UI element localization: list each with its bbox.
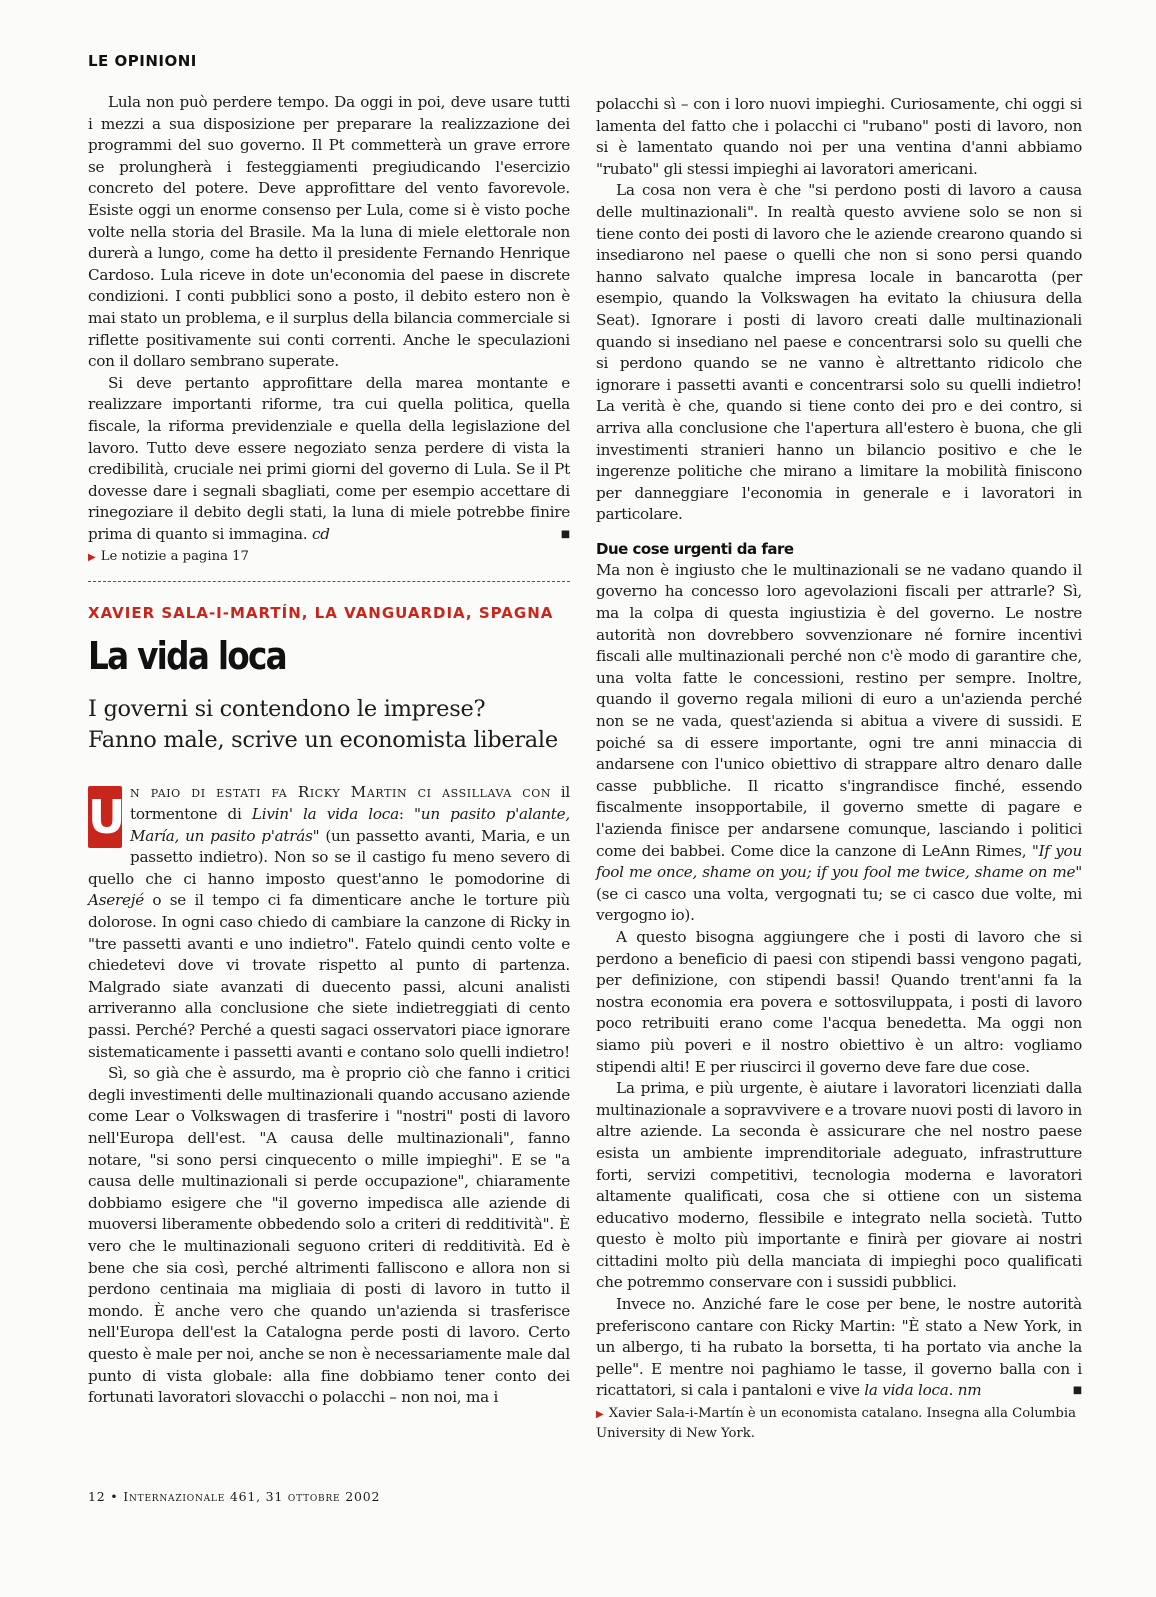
article-paragraph-6: La prima, e più urgente, è aiutare i lavoratori licenziati dalla multinazionale a sopravvivere e a trovare nuovi posti di lavoro in altre aziende. La seconda è assicurare che nel nostro paese esista un ambiente imprenditoriale adeguato, infrastrutture forti, servizi competitivi, tecnologia moderna e lavoratori altamente qualificati, cosa che si ottiene con un sistema educativo moderno, flessibile e integrato nella società. Tutto questo è molto più importante e finirà per giovare ai nostri cittadini molto più della manciata di impieghi poco qualificati che potremmo conservare con i sussidi pubblici. [596, 1079, 1082, 1292]
subtitle-line-2: Fanno male, scrive un economista liberale [88, 727, 558, 754]
article-paragraph-4 [596, 560, 1082, 927]
article-signature: nm [957, 1381, 982, 1400]
paragraph-4-text-b: " (se ci casco una volta, vergognati tu; se ci casco due volte, mi vergogno io). [596, 863, 1082, 925]
article-paragraph-2-continued: polacchi sì – con i loro nuovi impieghi. Curiosamente, chi oggi si lamenta del fatto che i polacchi ci "rubano" posti di lavoro, non si è lamentato quando noi per una ventina d'anni abbiamo "rubato" gli stessi impieghi ai lavoratori americani. [596, 95, 1082, 178]
lead-text-d: o se il tempo ci fa dimenticare anche le torture più dolorose. In ogni caso chiedo di cambiare la canzone di Ricky in "tre passetti avanti e uno indietro". Fatelo quindi cento volte e chiedetevi dove vi trovate rispetto al punto di partenza. Malgrado siate avanzati di duecento passi, alcuni analisti arriveranno alla conclusione che siete indietreggiati di cento passi. Perché? Perché a questi sagaci osservatori piace ignorare sistematicamente i passetti avanti e contano solo quelli indietro! [88, 891, 570, 1061]
opinion-note-text: Le notizie a pagina 17 [100, 549, 249, 565]
lead-text-b: : " [398, 805, 421, 824]
paragraph-7-text-b: . [948, 1381, 958, 1400]
section-label: LE OPINIONI [88, 52, 197, 70]
paragraph-7-song: la vida loca [864, 1381, 949, 1400]
end-square-icon: ■ [1072, 1385, 1082, 1397]
right-column [596, 94, 1082, 1443]
article-paragraph-2: Sì, so già che è assurdo, ma è proprio ciò che fanno i critici degli investimenti delle multinazionali quando accusano aziende come Lear o Volkswagen di trasferire i "nostri" posti di lavoro nell'Europa dell'est. "A causa delle multinazionali", fanno notare, "si sono persi cinquecento o mille impieghi". E se "a causa delle multinazionali si perde occupazione", chiaramente dobbiamo esigere che "il governo impedisca alle aziende di muoversi liberamente obbedendo solo a criteri di redditività". È vero che le multinazionali seguono criteri di redditività. Ed è bene che sia così, perché altrimenti falliscono e allora non si perdono centinaia ma migliaia di posti di lavoro in tutto il mondo. È anche vero che quando un'azienda si trasferisce nell'Europa dell'est la Catalogna perde posti di lavoro. Certo questo è male per noi, anche se non è necessariamente male dal punto di vista globale: alla fine dobbiamo tener conto dei fortunati lavoratori slovacchi o polacchi – non noi, ma i [88, 1064, 570, 1407]
article-subtitle [88, 694, 570, 756]
opinion-paragraph-2-text: Si deve pertanto approfittare della marea montante e realizzare importanti riforme, tra cui quella politica, quella fiscale, la riforma previdenziale e quella della legislazione del lavoro. Tutto deve essere negoziato senza perdere di vista la credibilità, cruciale nei primi giorni del governo di Lula. Se il Pt dovesse dare i segnali sbagliati, come per esempio accettare di rinegoziare il debito degli stati, la luna di miele potrebbe finire prima di quanto si immagina. [88, 373, 570, 543]
end-square-icon: ■ [560, 528, 570, 540]
article-subhead: Due cose urgenti da fare [596, 539, 794, 558]
lead-lyric-quote: un pasito p'alante, María, un pasito p'atrás [130, 805, 570, 845]
lead-text-a: il tormentone di [130, 783, 570, 824]
article-byline: XAVIER SALA-I-MARTÍN, LA VANGUARDIA, SPAGNA [88, 604, 554, 623]
page-footer: 12 • Internazionale 461, 31 ottobre 2002 [88, 1489, 381, 1504]
song-lyric-quote: If you fool me once, shame on you; if you fool me twice, shame on me [596, 841, 1082, 882]
dashed-divider [88, 581, 570, 582]
triangle-bullet-icon: ▶ [596, 1409, 604, 1421]
article-lead-paragraph [88, 782, 570, 1063]
opinion-paragraph-2 [88, 373, 570, 546]
lead-small-caps: n paio di estati fa Ricky Martin ci assillava con [130, 783, 552, 802]
lead-song-title-2: Aserejé [88, 891, 144, 910]
lead-text-c: " (un passetto avanti, Maria, e un passetto indietro). Non so se il castigo fu meno severo di quello che ci hanno imposto quest'anno le pomodorine di [88, 826, 570, 888]
opinion-signature: cd [311, 524, 330, 543]
opinion-note [88, 547, 570, 567]
article-headline: La vida loca [88, 634, 287, 679]
paragraph-7-text-a: Invece no. Anziché fare le cose per bene, le nostre autorità preferiscono cantare con Ricky Martin: "È stato a New York, in un albergo, ti ha rubato la borsetta, ti ha portato via anche la pelle". E mentre noi paghiamo le tasse, il governo balla con i ricattatori, si cala i pantaloni e vive [596, 1295, 1082, 1400]
drop-cap: U [88, 786, 122, 848]
paragraph-4-text-a: Ma non è ingiusto che le multinazionali se ne vadano quando il governo ha concesso loro agevolazioni fiscali per attrarle? Sì, ma la colpa di questa ingiustizia è del governo. Le nostre autorità non dovrebbero sovvenzionare né fornire incentivi fiscali alle multinazionali perché non c'è modo di garantire che, una volta fatte le concessioni, restino per sempre. Inoltre, quando il governo regala milioni di euro a un'azienda perché non se ne vada, quest'azienda si abitua a vivere di sussidi. E poiché sa di essere importante, ogni tre anni minaccia di andarsene con l'unico obiettivo di strappare altro denaro dalle casse pubbliche. Il ricatto s'ingrandisce finché, essendo fiscalmente insopportabile, il governo smette di pagare e l'azienda finisce per andarsene comunque, lasciando i politici come dei babbei. Come dice la canzone di LeAnn Rimes, " [596, 560, 1082, 860]
subtitle-line-1: I governi si contendono le imprese? [88, 696, 486, 723]
opinion-paragraph-1: Lula non può perdere tempo. Da oggi in poi, deve usare tutti i mezzi a sua disposizione per preparare la realizzazione dei programmi del suo governo. Il Pt commetterà un grave errore se prolungherà i festeggiamenti pregiudicando l'esercizio concreto del potere. Deve approfittare del vento favorevole. Esiste oggi un enorme consenso per Lula, come si è visto poche volte nella storia del Brasile. Ma la luna di miele elettorale non durerà a lungo, come ha detto il presidente Fernando Henrique Cardoso. Lula riceve in dote un'economia del paese in discrete condizioni. I conti pubblici sono a posto, il debito estero non è mai stato un problema, e il surplus della bilancia commerciale si riflette positivamente sui conti correnti. Anche le speculazioni con il dollaro sembrano superate. [88, 93, 570, 371]
author-note-text: Xavier Sala-i-Martín è un economista catalano. Insegna alla Columbia University di New York. [596, 1406, 1076, 1442]
left-column [88, 52, 570, 1409]
lead-song-title: Livin' la vida loca [251, 805, 399, 824]
author-note [596, 1404, 1082, 1443]
article-paragraph-5: A questo bisogna aggiungere che i posti di lavoro che si perdono a beneficio di paesi con stipendi bassi vengono pagati, per definizione, con stipendi bassi! Quando trent'anni fa la nostra economia era povera e sottosviluppata, i posti di lavoro poco retribuiti erano come l'acqua benedetta. Ma oggi non siamo più poveri e il nostro obiettivo è un altro: vogliamo stipendi alti! E per riuscirci il governo deve fare due cose. [596, 927, 1082, 1076]
triangle-bullet-icon: ▶ [88, 552, 96, 564]
article-paragraph-3: La cosa non vera è che "si perdono posti di lavoro a causa delle multinazionali". In realtà questo avviene solo se non si tiene conto dei posti di lavoro che le aziende crearono quando si insediarono nel paese o quelli che non si sono persi quando hanno salvato qualche impresa locale in bancarotta (per esempio, quando la Volkswagen ha evitato la chiusura della Seat). Ignorare i posti di lavoro creati dalle multinazionali quando si insediano nel paese e concentrarsi solo su quelli che si perdono quando se ne vanno è altrettanto ridicolo che ignorare i passetti avanti e concentrarsi solo su quelli indietro! La verità è che, quando si tiene conto dei pro e dei contro, si arriva alla conclusione che l'apertura all'estero è buona, che gli investimenti stranieri hanno un bilancio positivo e che le ingerenze politiche che mirano a limitare la mobilità finiscono per danneggiare l'economia in generale e i lavoratori in particolare. [596, 181, 1082, 524]
article-paragraph-7 [596, 1294, 1082, 1402]
